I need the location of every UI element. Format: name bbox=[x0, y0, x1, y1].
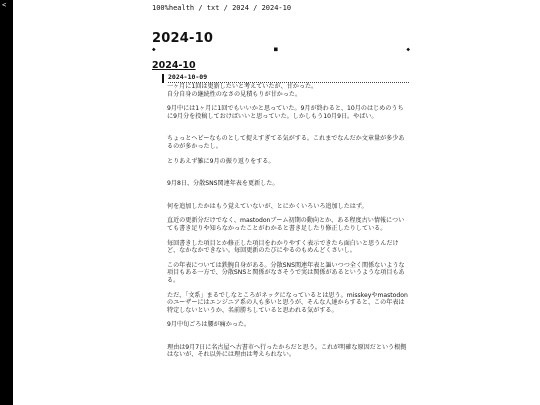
entry-date[interactable]: 2024-10-09 bbox=[168, 74, 409, 83]
entry-paragraph: 9月8日、分散SNS関連年表を更新した。 bbox=[167, 180, 279, 188]
entry-paragraph: この年表については鉄腕自身がある。分散SNS関連年表と謳いつつ全く関係ないような項目もある一方で、分散SNSと関係がなさそうで実は関係があるというような項目もある。 bbox=[167, 261, 405, 284]
prev-month-link[interactable]: ◆ bbox=[152, 46, 156, 53]
entry-paragraph: 9月中旬ごろは腰が痛かった。 bbox=[167, 321, 251, 329]
breadcrumb[interactable]: 100%health / txt / 2024 / 2024-10 bbox=[152, 4, 292, 12]
entry-paragraph: 理由は9月7日に名古屋へ古書市へ行ったからだと思う。これが明確な原因だという根拠はないが、それ以外には理由は考えられない。 bbox=[167, 343, 407, 359]
sidebar bbox=[0, 0, 13, 405]
index-link[interactable]: ■ bbox=[274, 46, 278, 53]
next-month-link[interactable]: ◆ bbox=[406, 46, 410, 53]
entry-paragraph: 毎回書きした項目とか修正した項目をわかりやすく表示できたら面白いと思うんだけど、なかなかできない。毎回更新のたびにやるのもめんどくさいし。 bbox=[167, 239, 399, 255]
entry-header bbox=[162, 74, 416, 83]
entry-paragraph: 一ヶ月に1回は更新したいと考えていたが、甘かった。 bbox=[167, 83, 318, 90]
entry-paragraph: ただ、「文系」まるでしなところがネックになっているとは思う。misskeyやmastodonのユーザーにはエンジニア系の人も多いと思うが、そんな人達からすると、この年表は特定しないというか、名前勝ちしていると思われる気がする。 bbox=[167, 291, 408, 314]
entry-paragraph: 自分自身の継続性のなさの見積もりが甘かった。 bbox=[167, 90, 302, 98]
sidebar-collapse-icon[interactable]: < bbox=[2, 1, 7, 9]
entry-paragraph: 直近の更新分だけでなく、mastodonブーム初期の動向とか、ある程度古い情報についても書き足りや知らなかったことがわかると書き足したり修正したりしている。 bbox=[167, 217, 405, 232]
entry-paragraph: ちょっとヘビーなものとして捉えすぎてる気がする。これまでなんだか文章量が多少あるのが多かったし。 bbox=[167, 135, 405, 150]
entry-paragraph: 何を追加したかはもう覚えていないが、とにかくいろいろ追加したはず。 bbox=[167, 202, 368, 210]
entry-paragraph: 9月中には1ヶ月に1回でもいいかと思っていた。9月が終わると、10月のはじめのうちに9月分を投稿しておけばいいと思っていた。しかしもう10月9日。やばい。 bbox=[167, 105, 404, 120]
month-nav bbox=[152, 46, 410, 53]
entry-paragraph: とりあえず雑に9月の振り返りをする。 bbox=[167, 157, 275, 165]
section-title[interactable]: 2024-10 bbox=[152, 60, 196, 71]
entry-body bbox=[167, 83, 409, 359]
page-title: 2024-10 bbox=[152, 31, 214, 46]
